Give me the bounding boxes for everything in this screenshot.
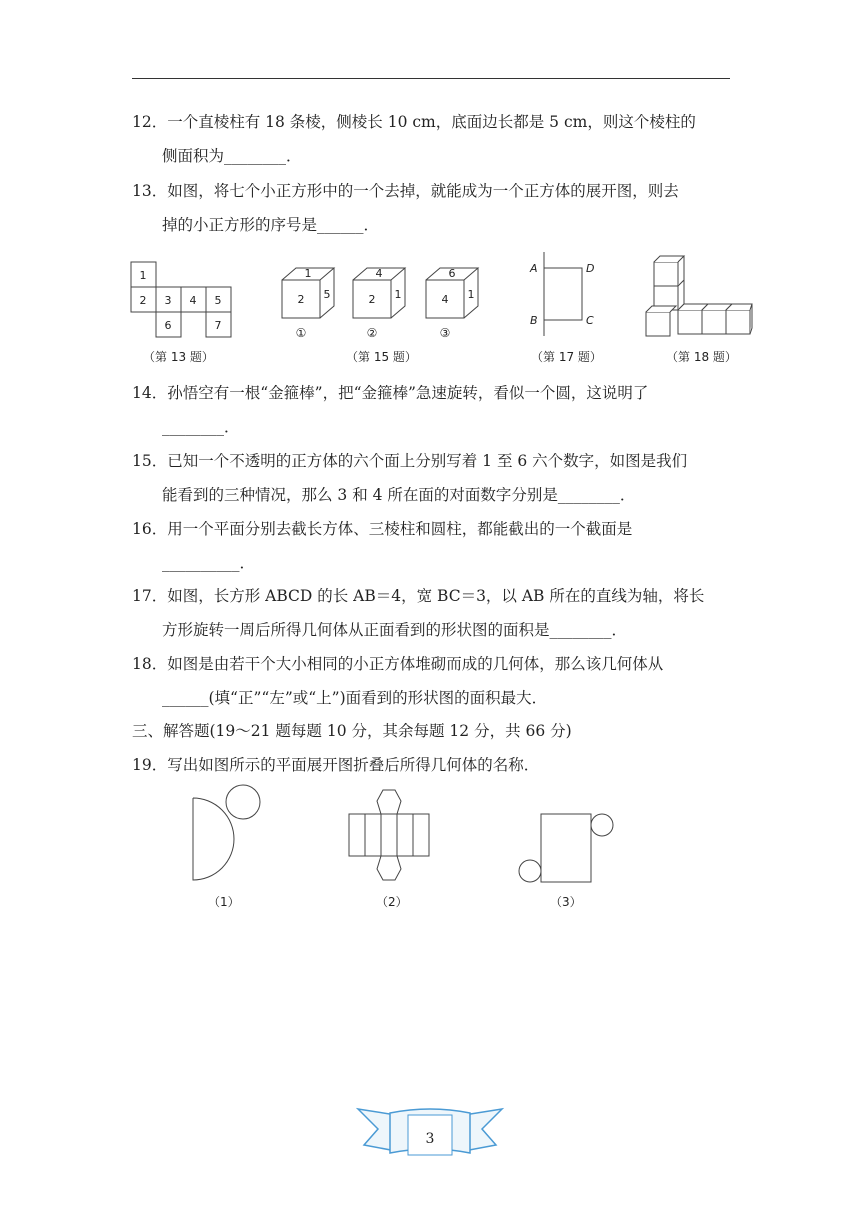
net-label-7: 7 bbox=[214, 319, 222, 332]
fig13-caption: （第 13 题） bbox=[143, 350, 214, 364]
cube3-mark: ③ bbox=[439, 326, 451, 340]
cube3-side: 1 bbox=[467, 288, 475, 301]
q14-line1: 14．孙悟空有一根“金箍棒”，把“金箍棒”急速旋转，看似一个圆，这说明了 bbox=[132, 384, 649, 402]
cube2-front: 2 bbox=[368, 293, 376, 306]
net-label-5: 5 bbox=[214, 294, 222, 307]
q17-line1: 17．如图，长方形 ABCD 的长 AB＝4，宽 BC＝3，以 AB 所在的直线为轴，将长 bbox=[132, 587, 705, 605]
cube2-top: 4 bbox=[375, 267, 383, 280]
section3-heading: 三、解答题(19～21 题每题 10 分，其余每题 12 分，共 66 分) bbox=[132, 722, 572, 740]
net-label-6: 6 bbox=[164, 319, 172, 332]
fig19-2-caption: （2） bbox=[376, 895, 408, 909]
fig17-caption: （第 17 题） bbox=[531, 350, 602, 364]
net-label-2: 2 bbox=[139, 294, 147, 307]
fig18-cube-stack bbox=[644, 248, 756, 340]
q18-line1: 18．如图是由若干个大小相同的小正方体堆砌而成的几何体，那么该几何体从 bbox=[132, 655, 664, 673]
q12-line2: 侧面积为________． bbox=[162, 147, 302, 165]
label-D: D bbox=[586, 262, 595, 275]
q13-line2: 掉的小正方形的序号是______． bbox=[162, 216, 380, 234]
cube3-front: 4 bbox=[441, 293, 449, 306]
cube3-top: 6 bbox=[448, 267, 456, 280]
q17-line2: 方形旋转一周后所得几何体从正面看到的形状图的面积是________． bbox=[162, 621, 628, 639]
header-rule bbox=[132, 78, 730, 79]
q13-line1: 13．如图，将七个小正方形中的一个去掉，就能成为一个正方体的展开图，则去 bbox=[132, 182, 679, 200]
fig17-rectangle bbox=[526, 250, 606, 340]
q19-line1: 19．写出如图所示的平面展开图折叠后所得几何体的名称． bbox=[132, 756, 540, 774]
fig15-cubes bbox=[278, 262, 498, 344]
label-A: A bbox=[530, 262, 538, 275]
fig19-1-caption: （1） bbox=[208, 895, 240, 909]
label-C: C bbox=[586, 314, 594, 327]
fig13-net bbox=[130, 260, 234, 340]
fig19-3-net bbox=[516, 808, 616, 888]
cube2-side: 1 bbox=[394, 288, 402, 301]
net-label-4: 4 bbox=[189, 294, 197, 307]
q14-line2: ________． bbox=[162, 418, 240, 436]
fig19-2-net bbox=[345, 788, 435, 888]
q18-line2: ______(填“正”“左”或“上”)面看到的形状图的面积最大． bbox=[162, 689, 548, 707]
fig19-3-caption: （3） bbox=[550, 895, 582, 909]
q16-line1: 16．用一个平面分别去截长方体、三棱柱和圆柱，都能截出的一个截面是 bbox=[132, 520, 633, 538]
q12-line1: 12．一个直棱柱有 18 条棱，侧棱长 10 cm，底面边长都是 5 cm，则这个棱柱的 bbox=[132, 113, 696, 131]
net-label-1: 1 bbox=[139, 269, 147, 282]
q15-line2: 能看到的三种情况，那么 3 和 4 所在面的对面数字分别是________． bbox=[162, 486, 636, 504]
cube2-mark: ② bbox=[366, 326, 378, 340]
page-number: 3 bbox=[425, 1131, 435, 1147]
fig15-caption: （第 15 题） bbox=[346, 350, 417, 364]
cube1-front: 2 bbox=[297, 293, 305, 306]
cube1-side: 5 bbox=[323, 288, 331, 301]
fig19-1-net bbox=[188, 782, 268, 882]
net-label-3: 3 bbox=[164, 294, 172, 307]
cube1-top: 1 bbox=[304, 267, 312, 280]
label-B: B bbox=[530, 314, 538, 327]
cube1-mark: ① bbox=[295, 326, 307, 340]
q15-line1: 15．已知一个不透明的正方体的六个面上分别写着 1 至 6 六个数字，如图是我们 bbox=[132, 452, 688, 470]
q16-line2: __________． bbox=[162, 554, 256, 572]
fig18-caption: （第 18 题） bbox=[666, 350, 737, 364]
